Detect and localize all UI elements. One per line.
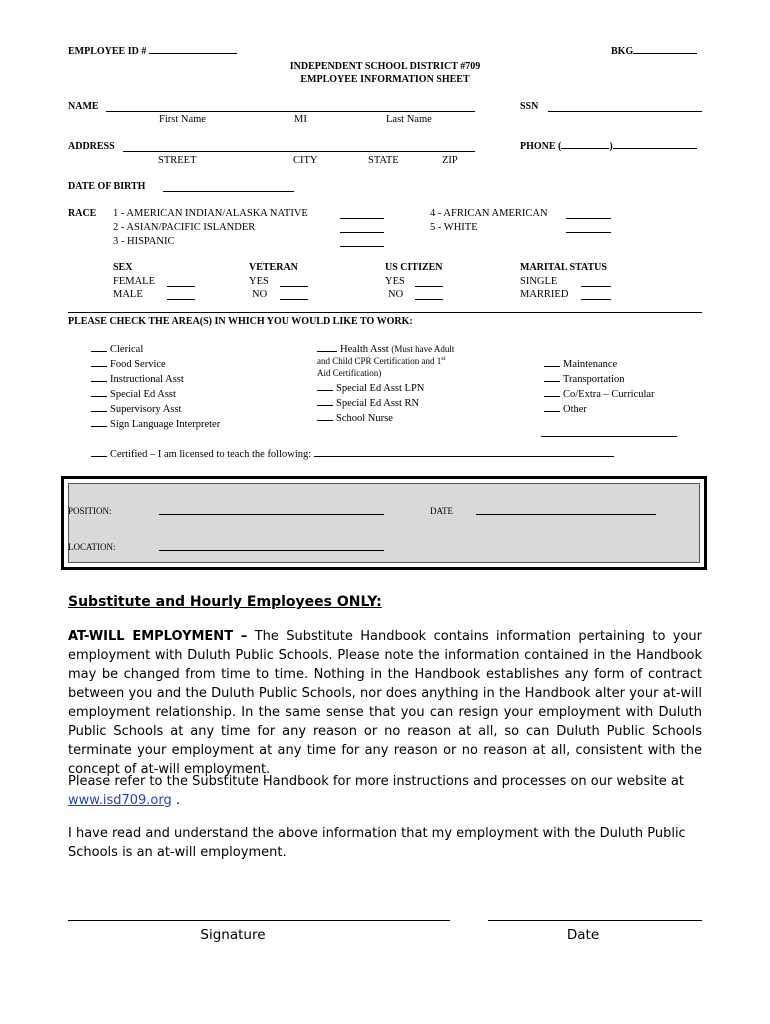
office-date-label: DATE (430, 506, 453, 516)
work-option-supervisory-asst[interactable]: Supervisory Asst (91, 402, 181, 415)
marital-title: MARITAL STATUS (520, 262, 607, 273)
substitute-heading: Substitute and Hourly Employees ONLY: (68, 594, 382, 610)
race-checkbox[interactable] (566, 218, 611, 219)
signature-date-line[interactable] (488, 920, 702, 921)
address-label: ADDRESS (68, 141, 115, 152)
work-option-maintenance[interactable]: Maintenance (544, 357, 617, 370)
acknowledge-paragraph: I have read and understand the above information that my employment with the Duluth Public Schools is an at-will employment. (68, 826, 686, 860)
city-caption: CITY (293, 155, 318, 166)
state-caption: STATE (368, 155, 399, 166)
name-label: NAME (68, 101, 99, 112)
sex-title: SEX (113, 262, 133, 273)
marital-married: MARRIED (520, 289, 569, 300)
work-option-health-asst[interactable]: Health Asst (Must have Adult (317, 342, 454, 355)
refer-paragraph: Please refer to the Substitute Handbook for more instructions and processes on our website at www.isd709.org . (68, 774, 684, 808)
work-option-transportation[interactable]: Transportation (544, 372, 624, 385)
section-divider (68, 312, 702, 313)
citizen-title: US CITIZEN (385, 262, 443, 273)
veteran-no: NO (252, 289, 268, 300)
position-field[interactable] (159, 514, 384, 515)
first-name-caption: First Name (159, 114, 206, 125)
work-option-school-nurse[interactable]: School Nurse (317, 411, 393, 424)
citizen-yes-checkbox[interactable] (415, 286, 443, 287)
veteran-yes-checkbox[interactable] (280, 286, 308, 287)
race-checkbox[interactable] (340, 218, 384, 219)
health-asst-note-cont: Aid Certification) (317, 368, 382, 378)
sex-female: FEMALE (113, 276, 155, 287)
street-caption: STREET (158, 155, 197, 166)
phone-area-code-field[interactable] (561, 148, 609, 149)
phone-label: PHONE ( ) (520, 141, 697, 152)
marital-married-checkbox[interactable] (581, 299, 611, 300)
zip-caption: ZIP (442, 155, 458, 166)
certified-subjects-field[interactable] (314, 456, 614, 457)
name-field[interactable] (106, 111, 475, 112)
location-field[interactable] (159, 550, 384, 551)
bkg-label: BKG (611, 46, 697, 57)
location-label: LOCATION: (68, 542, 116, 552)
date-caption: Date (566, 927, 600, 943)
race-checkbox[interactable] (340, 232, 384, 233)
phone-number-field[interactable] (613, 148, 697, 149)
office-use-box (61, 476, 707, 570)
last-name-caption: Last Name (386, 114, 432, 125)
race-option: 2 - ASIAN/PACIFIC ISLANDER (113, 222, 256, 233)
office-date-field[interactable] (476, 514, 656, 515)
work-option-special-ed-rn[interactable]: Special Ed Asst RN (317, 396, 419, 409)
ssn-field[interactable] (548, 111, 702, 112)
veteran-yes: YES (249, 276, 269, 287)
bkg-field[interactable] (633, 53, 697, 54)
website-link[interactable]: www.isd709.org (68, 793, 172, 808)
race-option: 4 - AFRICAN AMERICAN (430, 208, 548, 219)
work-option-special-ed-lpn[interactable]: Special Ed Asst LPN (317, 381, 424, 394)
race-option: 5 - WHITE (430, 222, 478, 233)
work-option-clerical[interactable]: Clerical (91, 342, 143, 355)
race-option: 3 - HISPANIC (113, 236, 175, 247)
work-option-special-ed-asst[interactable]: Special Ed Asst (91, 387, 176, 400)
marital-single: SINGLE (520, 276, 558, 287)
sex-female-checkbox[interactable] (167, 286, 195, 287)
sex-male-checkbox[interactable] (167, 299, 195, 300)
work-areas-heading: PLEASE CHECK THE AREA(S) IN WHICH YOU WOULD LIKE TO WORK: (68, 316, 413, 327)
signature-caption: Signature (200, 927, 266, 943)
work-option-certified[interactable]: Certified – I am licensed to teach the following: (91, 447, 614, 460)
citizen-no: NO (388, 289, 404, 300)
other-specify-field[interactable] (541, 436, 677, 437)
work-option-co-extra-curricular[interactable]: Co/Extra – Curricular (544, 387, 655, 400)
dob-field[interactable] (163, 191, 294, 192)
sheet-title: EMPLOYEE INFORMATION SHEET (300, 74, 470, 85)
sex-male: MALE (113, 289, 143, 300)
employee-id-field[interactable] (149, 53, 237, 54)
position-label: POSITION: (68, 506, 112, 516)
race-checkbox[interactable] (566, 232, 611, 233)
signature-line[interactable] (68, 920, 450, 921)
health-asst-note: and Child CPR Certification and 1st (317, 356, 446, 366)
office-use-shading (68, 483, 700, 563)
race-option: 1 - AMERICAN INDIAN/ALASKA NATIVE (113, 208, 308, 219)
address-field[interactable] (123, 151, 475, 152)
work-option-food-service[interactable]: Food Service (91, 357, 166, 370)
work-option-other[interactable]: Other (544, 402, 587, 415)
mi-caption: MI (294, 114, 307, 125)
marital-single-checkbox[interactable] (581, 286, 611, 287)
employee-id-label: EMPLOYEE ID # (68, 46, 237, 57)
race-checkbox[interactable] (340, 246, 384, 247)
dob-label: DATE OF BIRTH (68, 181, 146, 192)
citizen-no-checkbox[interactable] (415, 299, 443, 300)
work-option-sign-language[interactable]: Sign Language Interpreter (91, 417, 220, 430)
veteran-no-checkbox[interactable] (280, 299, 308, 300)
district-title: INDEPENDENT SCHOOL DISTRICT #709 (289, 61, 481, 72)
veteran-title: VETERAN (249, 262, 298, 273)
at-will-paragraph: AT-WILL EMPLOYMENT – The Substitute Handbook contains information pertaining to your employment with Duluth Public Schools. Please note the information contained in the Handbook may be changed from time to time. Nothing in the Handbook establishes any form of contract between you and the Duluth Public Schools, nor does anything in the Handbook alter your at-will employment relationship. In the same sense that you can resign your employment with Duluth Public Schools at any time for any reason or no reason at all, so can Duluth Public Schools terminate your employment at any time for any reason or no reason at all, consistent with the concept of at-will employment. (68, 629, 702, 777)
ssn-label: SSN (520, 101, 539, 112)
work-option-instructional-asst[interactable]: Instructional Asst (91, 372, 184, 385)
citizen-yes: YES (385, 276, 405, 287)
race-label: RACE (68, 208, 97, 219)
